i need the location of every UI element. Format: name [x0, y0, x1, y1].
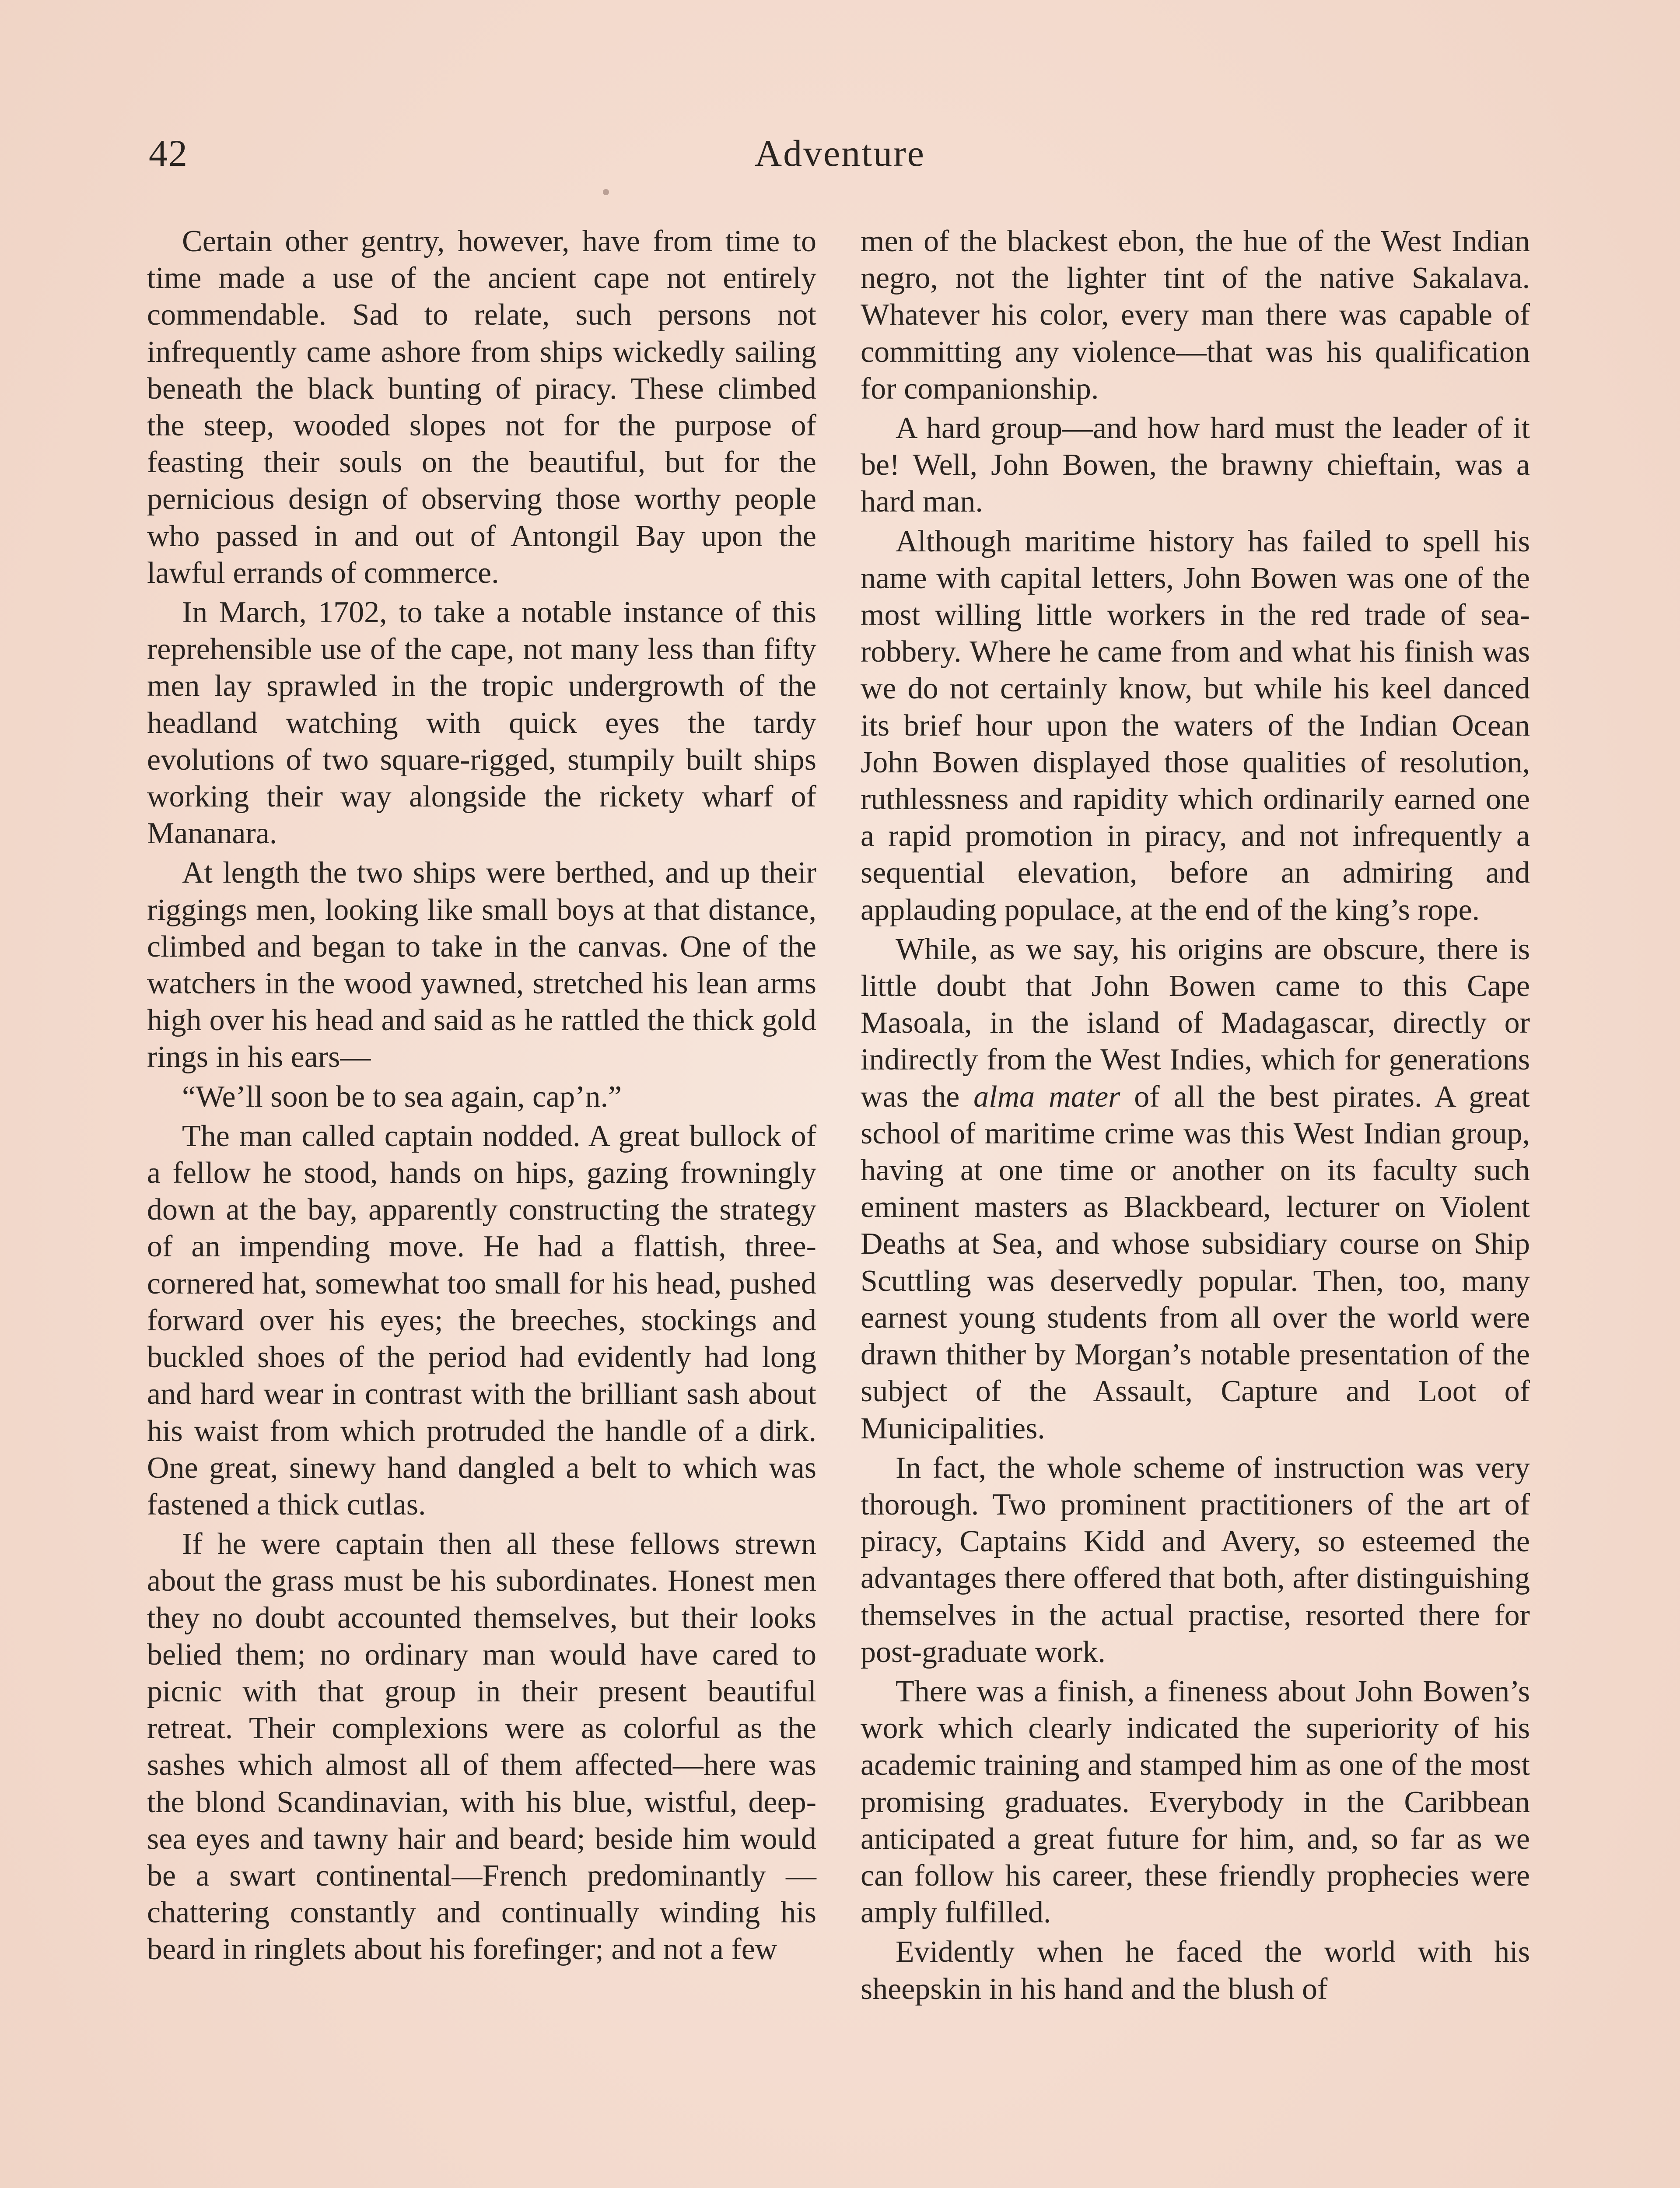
- italic-phrase: alma mater: [973, 1080, 1120, 1114]
- left-column: [147, 223, 816, 1971]
- paragraph-text: of all the best pirates. A great school of maritime crime was this West Indian group, having at one time or another on its faculty such eminent masters as Blackbeard, lecturer on Violent Deaths at Sea, and whose subsidiary course on Ship Scuttling was deservedly popular. Then, too, many earnest young students from all over the world were drawn thither by Morgan’s notable presentation of the subject of the Assault, Capture and Loot of Municipalities.: [861, 1080, 1530, 1445]
- paragraph: In March, 1702, to take a notable instance of this reprehensible use of the cape, not many less than fifty men lay sprawled in the tropic undergrowth of the headland watching with quick eyes the tardy evolutions of two square-rigged, stumpily built ships working their way alongside the rickety wharf of Mananara.: [147, 596, 816, 851]
- paragraph: A hard group—and how hard must the leader of it be! Well, John Bowen, the brawny chieftain, was a hard man.: [861, 411, 1530, 519]
- paragraph: There was a finish, a fineness about John Bowen’s work which clearly indicated the superiority of his academic training and stamped him as one of the most promising graduates. Everybody in the Caribbean anticipated a great future for him, and, so far as we can follow his career, these friendly prophecies were amply fulfilled.: [861, 1674, 1530, 1930]
- paragraph: The man called captain nodded. A great bullock of a fellow he stood, hands on hips, gazing frowningly down at the bay, apparently constructing the strategy of an impending move. He had a flattish, three-cornered hat, somewhat too small for his head, pushed forward over his eyes; the breeches, stockings and buckled shoes of the period had evidently had long and hard wear in contrast with the brilliant sash about his waist from which protruded the handle of a dirk. One great, sinewy hand dangled a belt to which was fastened a thick cutlas.: [147, 1119, 816, 1522]
- paragraph: Certain other gentry, however, have from time to time made a use of the ancient cape not entirely commendable. Sad to relate, such persons not infrequently came ashore from ships wickedly sailing beneath the black bunting of piracy. These climbed the steep, wooded slopes not for the purpose of feasting their souls on the beautiful, but for the pernicious design of observing those worthy people who passed in and out of Antongil Bay upon the lawful errands of commerce.: [147, 224, 816, 590]
- right-column: [861, 223, 1530, 2010]
- running-title: Adventure: [755, 132, 925, 174]
- paragraph: Although maritime history has failed to spell his name with capital letters, John Bowen was one of the most willing little workers in the red trade of sea-robbery. Where he came from and what his finish was we do not certainly know, but while his keel danced its brief hour upon the waters of the Indian Ocean John Bowen displayed those qualities of resolution, ruthlessness and rapidity which ordinarily earned one a rapid promotion in piracy, and not infrequently a sequential elevation, before an admiring and applauding populace, at the end of the king’s rope.: [861, 524, 1530, 927]
- paragraph-continued: men of the blackest ebon, the hue of the West Indian negro, not the lighter tint of the native Sakalava. Whatever his color, every man there was capable of committing any violence—that was his qualification for companionship.: [861, 224, 1530, 406]
- paragraph: Evidently when he faced the world with his sheepskin in his hand and the blush of: [861, 1935, 1530, 2006]
- paragraph: In fact, the whole scheme of instruction was very thorough. Two prominent practitioners of the art of piracy, Captains Kidd and Avery, so esteemed the advantages there offered that both, after distinguishing themselves in the actual practise, resorted there for post-graduate work.: [861, 1451, 1530, 1669]
- paragraph: If he were captain then all these fellows strewn about the grass must be his subordinates. Honest men they no doubt accounted themselves, but their looks belied them; no ordinary man would have cared to picnic with that group in their present beautiful retreat. Their complexions were as colorful as the sashes which almost all of them affected—here was the blond Scandinavian, with his blue, wistful, deep-sea eyes and tawny hair and beard; beside him would be a swart continental—French predominantly — chattering constantly and continually winding his beard in ringlets about his forefinger; and not a few: [147, 1527, 816, 1967]
- paragraph: [861, 931, 1530, 1447]
- paragraph: At length the two ships were berthed, and up their riggings men, looking like small boys at that distance, climbed and began to take in the canvas. One of the watchers in the wood yawned, stretched his lean arms high over his head and said as he rattled the thick gold rings in his ears—: [147, 856, 816, 1074]
- dialogue-line: “We’ll soon be to sea again, cap’n.”: [182, 1080, 622, 1114]
- paragraph-text: While, as we say, his origins are obscure, there is little doubt that John Bowen came to this Cape Masoala, in the island of Madagascar, directly or indirectly from the West Indies, which for generations was the: [861, 932, 1530, 1114]
- page-header: [149, 131, 1531, 179]
- page-number: 42: [149, 132, 188, 174]
- print-speck: [603, 189, 609, 195]
